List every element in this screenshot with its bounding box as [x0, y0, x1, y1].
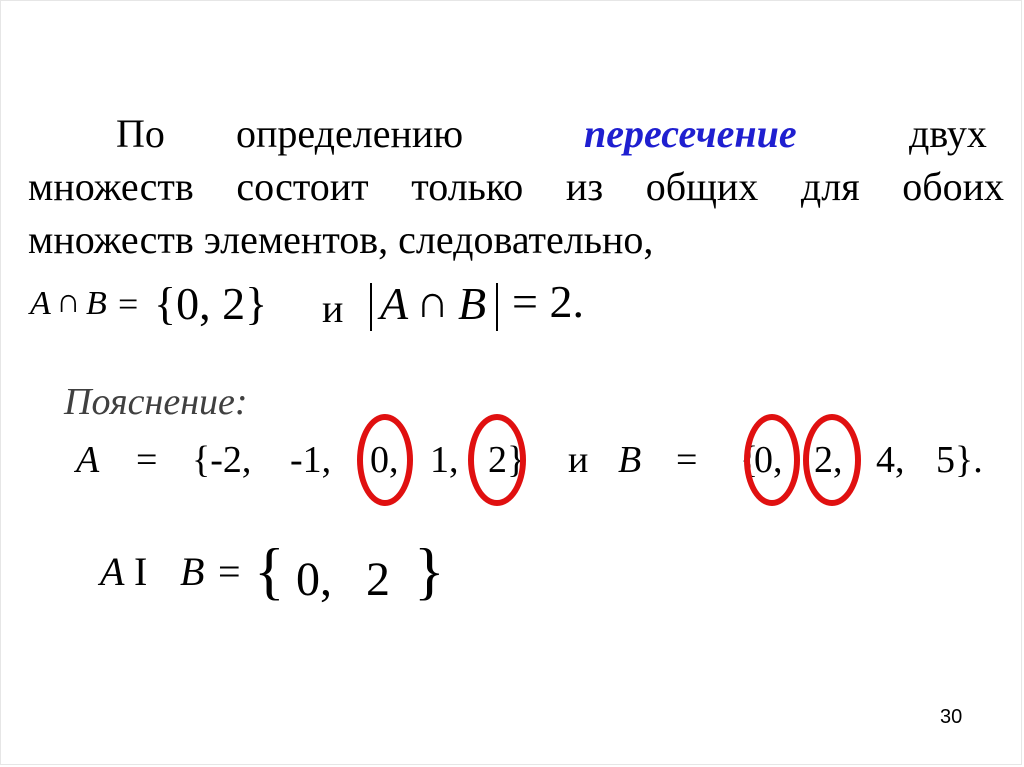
left-brace: { — [254, 535, 285, 606]
word: состоит — [236, 164, 369, 209]
equals-sign: = — [676, 439, 698, 481]
paragraph-line-2 — [28, 161, 1004, 213]
equals-sign: = — [136, 439, 158, 481]
set-b-element: 4, — [876, 439, 905, 481]
set-b-element-zero: 0, — [754, 439, 783, 481]
set-b-element: 5}. — [936, 439, 983, 481]
word: только — [411, 164, 524, 209]
word-opredeleniyu: определению — [236, 111, 464, 156]
set-a-symbol: A — [30, 285, 51, 322]
set-b-symbol: B — [180, 549, 205, 594]
set-a-element: {-2, — [192, 439, 252, 481]
highlight-circle-zero-a — [357, 414, 413, 506]
paragraph-line-3: множеств элементов, следовательно, — [28, 217, 654, 262]
set-b-symbol-abs: B — [458, 278, 487, 329]
word: для — [800, 164, 860, 209]
set-a-symbol: A — [100, 549, 125, 594]
right-brace: } — [414, 535, 445, 606]
word: множеств — [28, 164, 194, 209]
word-dvukh: двух — [909, 111, 987, 156]
element-two: 2 — [366, 553, 390, 606]
set-b-open-brace: { — [740, 439, 759, 481]
highlighted-term-peresechenie: пересечение — [584, 111, 797, 156]
abs-bar-right — [496, 283, 498, 331]
highlight-circle-zero-b — [744, 414, 800, 506]
intersection-operator: I — [134, 549, 148, 594]
element-zero: 0, — [296, 553, 332, 606]
equals-sign: = — [118, 284, 139, 324]
intersection-symbol: ∩ — [56, 283, 81, 320]
abs-bar-left — [370, 283, 372, 331]
result-set: {0, 2} — [154, 278, 268, 329]
set-a-element-zero: 0, — [370, 439, 399, 481]
conjunction-i: и — [322, 286, 344, 331]
highlight-circle-two-b — [803, 414, 861, 506]
word-po: По — [116, 111, 165, 156]
cardinality-result: = 2. — [512, 276, 584, 327]
word: из — [565, 164, 604, 209]
intersection-symbol-abs: ∩ — [416, 276, 450, 327]
set-b-symbol: B — [86, 285, 107, 322]
set-a-element: -1, — [290, 439, 332, 481]
set-a-symbol-abs: A — [380, 278, 409, 329]
conjunction-i: и — [568, 439, 589, 481]
set-a-element-two: 2} — [488, 439, 526, 481]
set-b-element-two: 2, — [814, 439, 843, 481]
word: обоих — [902, 164, 1004, 209]
set-a-label: A — [76, 439, 100, 481]
equals-sign: = — [218, 549, 241, 594]
set-a-element: 1, — [430, 439, 459, 481]
highlight-circle-two-a — [468, 414, 526, 506]
explanation-label: Пояснение: — [64, 381, 248, 423]
set-b-label: B — [618, 439, 642, 481]
word: общих — [645, 164, 759, 209]
page-number: 30 — [940, 706, 963, 728]
